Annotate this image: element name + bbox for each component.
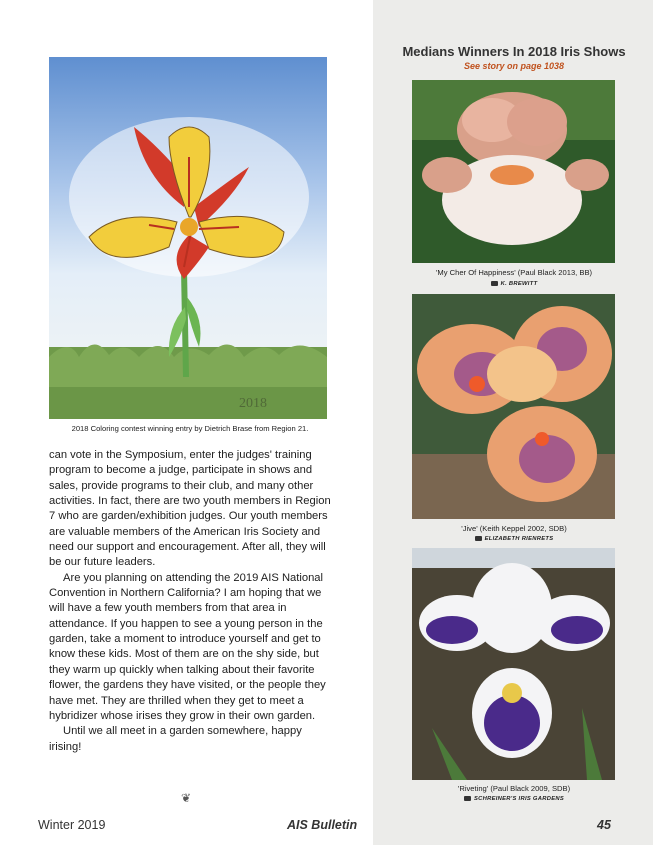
iris-photo-my-cher-of-happiness (412, 80, 615, 263)
photo-credit: ELIZABETH RIENRETS (376, 536, 652, 542)
camera-icon (491, 281, 498, 286)
illustration-caption: 2018 Coloring contest winning entry by Dietrich Brase from Region 21. (71, 424, 309, 433)
iris-photo-jive (412, 294, 615, 519)
camera-icon (475, 536, 482, 541)
photo-credit: K. BREWITT (376, 281, 652, 287)
coloring-contest-illustration (49, 57, 327, 419)
photo-caption: 'Jive' (Keith Keppel 2002, SDB) (461, 524, 567, 533)
body-paragraph: Are you planning on attending the 2019 AIS National Convention in Northern California? I am hoping that we will have a few youth members from that area in attendance. If you happen to see a young person in the garden, take a moment to introduce yourself and get to know these kids. Most of them are on the shy side, but they warm up quickly when talking about their favorite flower, the gardens they have visited, or the people they have met. They are thrilled when they get to meet a hybridizer whose irises they grow in their own garden. (49, 571, 326, 722)
page-number: 45 (597, 818, 611, 832)
photo-caption: 'Riveting' (Paul Black 2009, SDB) (457, 784, 571, 793)
iris-photo-riveting (412, 548, 615, 780)
body-paragraph: can vote in the Symposium, enter the judges' training program to become a judge, participate in shows and sales, provide programs to their club, and many other activities. In fact, there are two youth members in Region 7 who are garden/exhibition judges. Our youth members are valuable members of the American Iris Society and need our support and encouragement. After all, they will be our future leaders. (49, 449, 331, 569)
body-paragraph: Until we all meet in a garden somewhere, happy irising! (49, 725, 302, 753)
sidebar-subtitle: See story on page 1038 (463, 61, 565, 71)
camera-icon (464, 796, 471, 801)
article-body (49, 448, 334, 755)
fleuron-icon: ❦ (181, 791, 192, 805)
photo-caption: 'My Cher Of Happiness' (Paul Black 2013, BB) (435, 268, 593, 277)
photo-credit: SCHREINER'S IRIS GARDENS (376, 796, 652, 802)
footer-publication: AIS Bulletin (287, 818, 358, 832)
illustration-year: 2018 (239, 396, 267, 411)
footer-season: Winter 2019 (38, 818, 106, 832)
sidebar-title: Medians Winners In 2018 Iris Shows (402, 44, 626, 59)
